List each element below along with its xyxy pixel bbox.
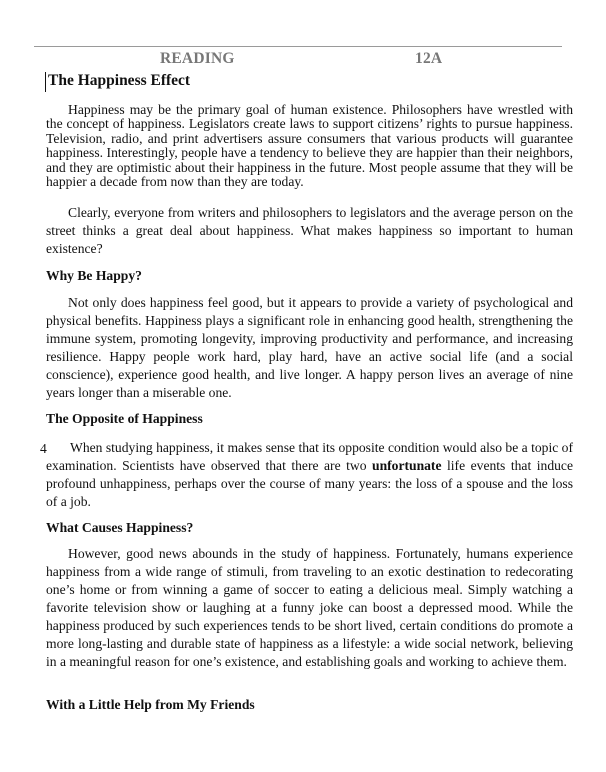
paragraph-1: Happiness may be the primary goal of human existence. Philosophers have wrestled with the concept of happiness. Legislators create laws to support citizens’ rights to pursue happiness. Television, radio, and print advertisers assure consumers that various products will guarantee happiness. Interestingly, people have a tendency to believe they are happier than their neighbors, and they are optimistic about their happiness in the future. Most people assume that they will be happier a decade from now than they are today.	[46, 102, 573, 190]
unit-number: 12A	[415, 50, 443, 67]
paragraph-2: Clearly, everyone from writers and philosophers to legislators and the average person on the street thinks a great deal about happiness. What makes happiness so important to human existence?	[46, 205, 573, 256]
paragraph-4-text-start: When studying happiness, it makes sense that its opposite condition would also be a topic of examination. Scientists have observed that there are two	[46, 440, 573, 473]
paragraph-3: Not only does happiness feel good, but it appears to provide a variety of psychological and physical benefits. Happiness plays a significant role in enhancing good health, strengthening the immune system, promoting longevity, improving productivity and performance, and increasing resilience. Happy people work hard, play hard, have an active social life (and a social conscience), experience good health, and live longer. A happy person lives an average of nine years longer than a miserable one.	[46, 295, 573, 400]
article-title: The Happiness Effect	[48, 72, 191, 89]
text-cursor	[45, 72, 46, 92]
section-label: READING	[160, 50, 235, 67]
paragraph-4-text-end: life events that induce profound unhappiness, perhaps over the course of many years: the loss of a spouse and the loss of a job.	[46, 458, 573, 509]
header-rule	[34, 46, 562, 47]
paragraph-number: 4	[40, 441, 47, 456]
paragraph-4	[46, 439, 573, 511]
heading-opposite-of-happiness: The Opposite of Happiness	[46, 411, 203, 426]
heading-help-from-friends: With a Little Help from My Friends	[46, 697, 255, 712]
vocabulary-word: unfortunate	[372, 458, 442, 473]
heading-why-be-happy: Why Be Happy?	[46, 268, 142, 283]
paragraph-5: However, good news abounds in the study of happiness. Fortunately, humans experience happiness from a wide range of stimuli, from traveling to an exotic destination to redecorating one’s home or from winning a game of soccer to eating a delicious meal. Simply watching a favorite television show or laughing at a funny joke can boost a depressed mood. While the happiness produced by such experiences tends to be short lived, certain conditions do promote a more long-lasting and durable state of happiness as a lifestyle: a wide social network, believing in a meaningful reason for one’s existence, and establishing goals and working to achieve them.	[46, 546, 573, 669]
heading-what-causes-happiness: What Causes Happiness?	[46, 520, 194, 535]
